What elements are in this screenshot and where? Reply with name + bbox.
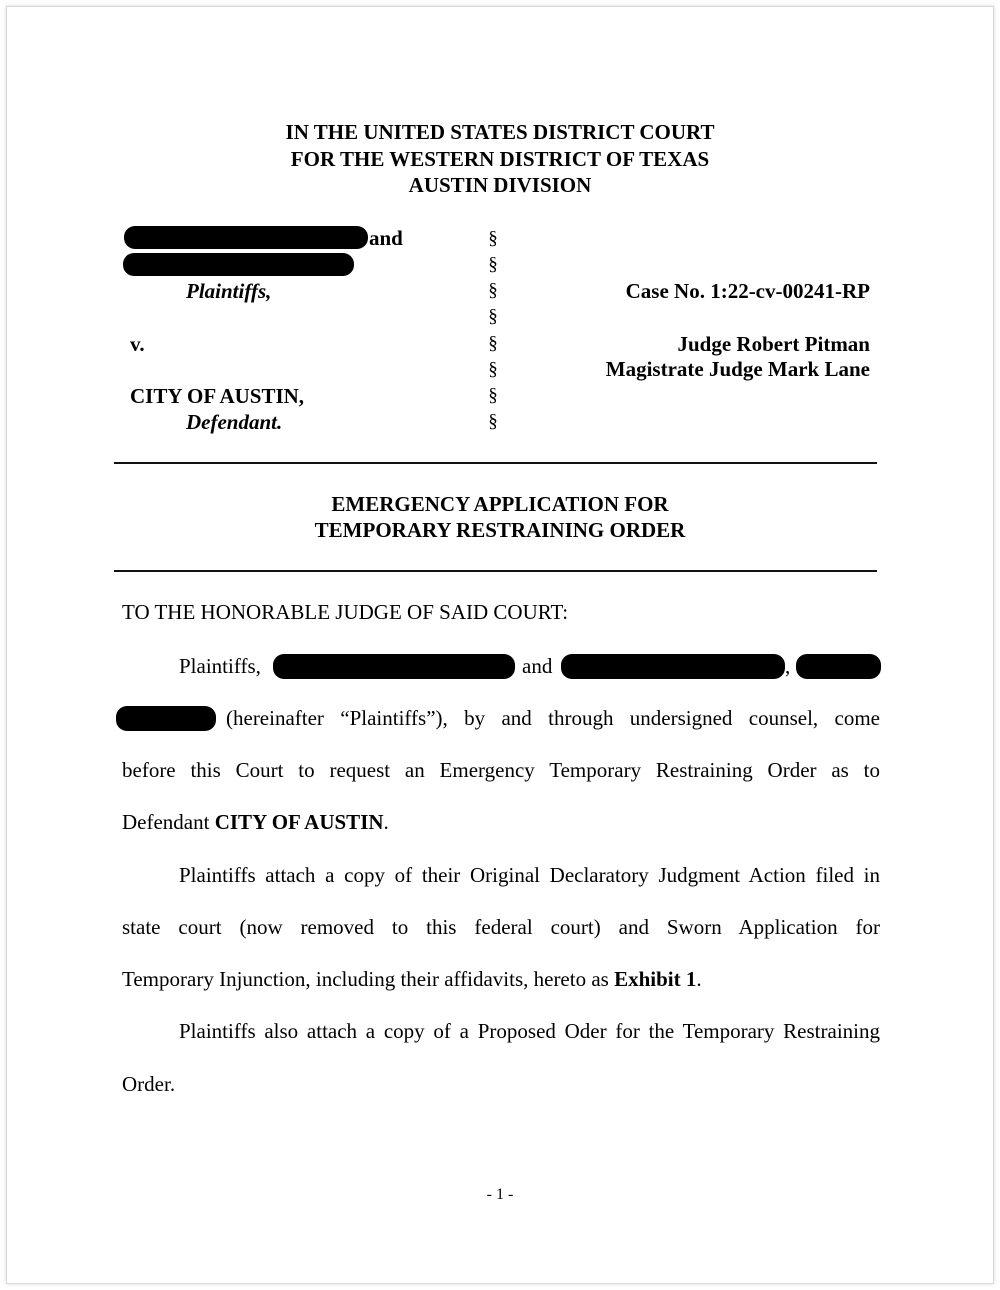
paragraph3-line1: Plaintiffs also attach a copy of a Proposed Oder for the Temporary Restraining [179, 1019, 880, 1043]
section-symbol: § [488, 228, 498, 249]
defendant-label: Defendant. [186, 410, 283, 434]
redacted-plaintiff-name-4 [561, 654, 785, 679]
defendant-name-inline: CITY OF AUSTIN [214, 810, 384, 834]
divider-bottom [114, 570, 877, 572]
divider-top [114, 462, 877, 464]
paragraph3-line2: Order. [122, 1072, 176, 1096]
redacted-plaintiff-name-5b [116, 706, 216, 731]
paragraph2-line3: Temporary Injunction, including their affidavits, hereto as Exhibit 1. [122, 967, 702, 991]
document-title-line2: TEMPORARY RESTRAINING ORDER [314, 518, 686, 542]
plaintiffs-label: Plaintiffs, [186, 279, 272, 303]
page-number: - 1 - [486, 1186, 514, 1203]
section-symbol: § [488, 411, 498, 432]
case-number: Case No. 1:22-cv-00241-RP [625, 279, 870, 303]
judge-name: Judge Robert Pitman [677, 332, 870, 356]
paragraph1-line2: (hereinafter “Plaintiffs”), by and through undersigned counsel, come [226, 706, 880, 730]
salutation: TO THE HONORABLE JUDGE OF SAID COURT: [122, 600, 569, 624]
redacted-plaintiff-name-2 [123, 253, 354, 276]
magistrate-judge-name: Magistrate Judge Mark Lane [605, 357, 870, 381]
court-heading-line2: FOR THE WESTERN DISTRICT OF TEXAS [290, 147, 710, 171]
document-title-line1: EMERGENCY APPLICATION FOR [331, 492, 669, 516]
section-symbol: § [488, 385, 498, 406]
section-symbol: § [488, 333, 498, 354]
paragraph2-line1: Plaintiffs attach a copy of their Original Declaratory Judgment Action filed in [179, 863, 880, 887]
versus-label: v. [130, 332, 145, 356]
court-heading-line3: AUSTIN DIVISION [408, 173, 592, 197]
paragraph1-line4: Defendant CITY OF AUSTIN. [122, 810, 389, 834]
paragraph1-comma: , [785, 654, 791, 678]
exhibit-reference: Exhibit 1 [614, 967, 697, 991]
paragraph2-line2: state court (now removed to this federal court) and Sworn Application for [122, 915, 880, 939]
section-symbol: § [488, 359, 498, 380]
paragraph1-and: and [522, 654, 553, 678]
redacted-plaintiff-name-3 [273, 654, 515, 679]
redacted-plaintiff-name-5a [796, 654, 881, 679]
section-symbol: § [488, 254, 498, 275]
caption-and: and [369, 226, 403, 250]
court-heading-line1: IN THE UNITED STATES DISTRICT COURT [285, 120, 715, 144]
section-symbol: § [488, 306, 498, 327]
paragraph1-start: Plaintiffs, [179, 654, 261, 678]
paragraph1-line3: before this Court to request an Emergency Temporary Restraining Order as to [122, 758, 880, 782]
defendant-name: CITY OF AUSTIN, [130, 384, 305, 408]
redacted-plaintiff-name-1 [124, 226, 368, 249]
section-symbol: § [488, 280, 498, 301]
